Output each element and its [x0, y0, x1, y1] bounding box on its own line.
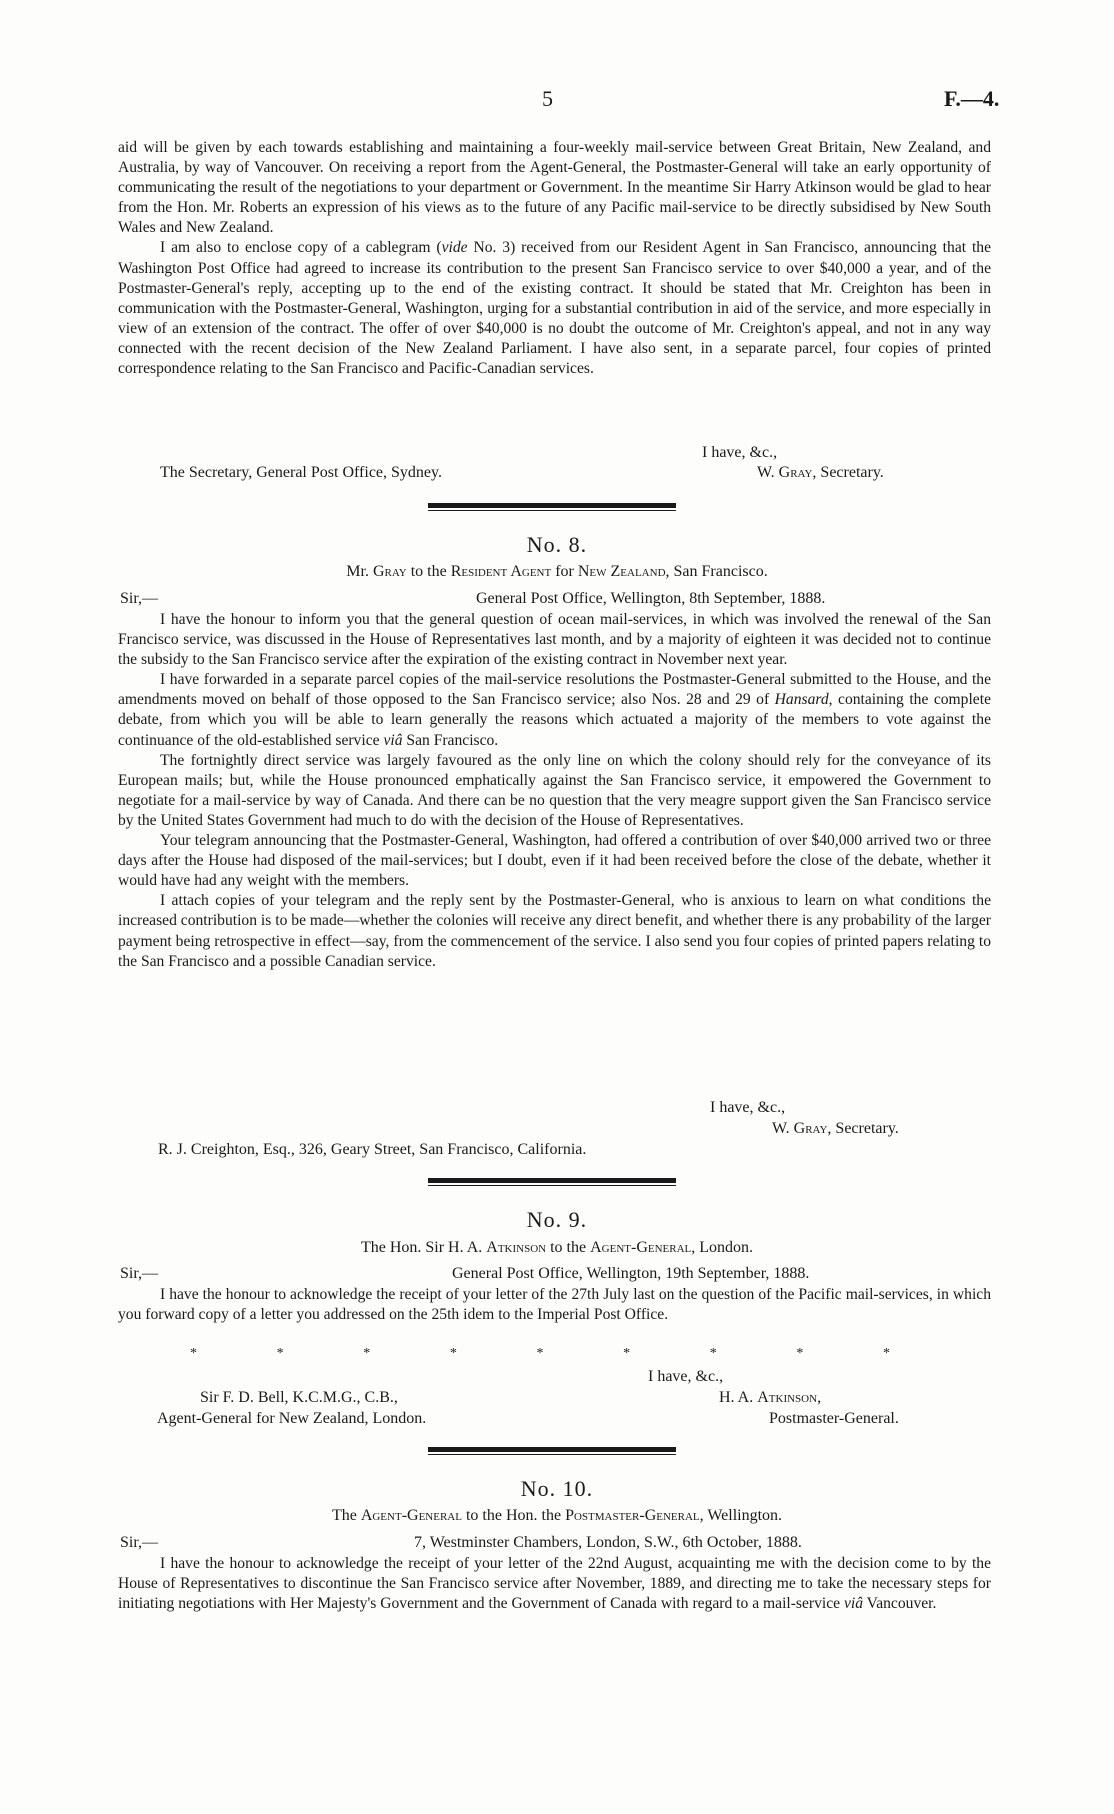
italic-run: vide — [441, 239, 468, 257]
text-run: H. A. — [719, 1389, 758, 1406]
text-run: , London. — [691, 1239, 754, 1256]
star: * — [190, 1346, 197, 1361]
text-run: , — [817, 1389, 822, 1406]
text-run: for — [551, 563, 578, 580]
star: * — [363, 1346, 371, 1361]
star: * — [883, 1346, 890, 1361]
text-run: , Secretary. — [812, 464, 884, 481]
text-run: The Hon. Sir H. A. — [360, 1239, 487, 1256]
letter-8-body — [118, 610, 991, 972]
text-run: to the — [406, 563, 451, 580]
letter-9-addressee-line-2: Agent-General for New Zealand, London. — [157, 1410, 427, 1427]
star: * — [449, 1346, 457, 1361]
letter-9-dateline: General Post Office, Wellington, 19th September, 1888. — [452, 1265, 810, 1282]
intro-closing: I have, &c., — [702, 444, 778, 461]
star: * — [623, 1346, 631, 1361]
letter-9-salutation: Sir,— — [120, 1265, 159, 1282]
text-run: The — [331, 1507, 361, 1524]
text-run: No. 3) received from our Resident Agent in San Francisco, announcing that the Washington Post Office had agreed to increase its contribution to the present San Francisco service to over $40,000 a year, and of the Postmaster-General's reply, accepting up to the end of the existing contract. It should be stated that Mr. Creighton has been in communication with the Postmaster-General, Washington, urging for a substantial contribution in aid of the service, and more especially in view of an extension of the contract. The offer of over $40,000 is no doubt the outcome of Mr. Creighton's appeal, and not in any way connected with the recent decision of the New Zealand Parliament. I have also sent, in a separate parcel, four copies of printed correspondence relating to the San Francisco and Pacific-Canadian services. — [118, 239, 992, 378]
section-divider — [428, 503, 676, 508]
letter-8-title: No. 8. — [526, 532, 588, 557]
letter-8-paragraph-2 — [118, 670, 991, 750]
italic-run: viâ — [844, 1595, 864, 1613]
page-number: 5 — [542, 86, 553, 111]
text-run: Postmaster-General — [565, 1507, 700, 1524]
letter-8-signature — [772, 1120, 899, 1138]
star: * — [276, 1346, 284, 1361]
text-run: to the Hon. the — [461, 1507, 566, 1524]
letter-8-closing: I have, &c., — [710, 1099, 786, 1116]
text-run: I have forwarded in a separate parcel copies of the mail-service resolutions the Postmaster-General submitted to the House, and the amendments moved on behalf of those opposed to the San Francisco service; also Nos. 28 and 29 of — [118, 671, 991, 709]
letter-10-paragraph-1 — [118, 1554, 991, 1614]
text-run: Resident Agent — [450, 563, 552, 580]
text-run: , containing the complete debate, from which you will be able to learn generally the reasons which actuated a majority of the members to vote against the continuance of the old-established service — [118, 691, 991, 749]
text-run: Agent-General — [360, 1507, 462, 1524]
text-run: , San Francisco. — [665, 563, 768, 580]
letter-9-signature-title: Postmaster-General. — [769, 1410, 899, 1427]
text-run: W. — [772, 1120, 794, 1137]
letter-9-signature — [719, 1389, 821, 1407]
letter-8-addressee: R. J. Creighton, Esq., 326, Geary Street, San Francisco, California. — [158, 1141, 587, 1158]
intro-paragraph-1: aid will be given by each towards establishing and maintaining a four-weekly mail-service between Great Britain, New Zealand, and Australia, by way of Vancouver. On receiving a report from the Agent-General, the Postmaster-General will take an early opportunity of communicating the result of the negotiations to your department or Government. In the meantime Sir Harry Atkinson would be glad to hear from the Hon. Mr. Roberts an expression of his views as to the future of any Pacific mail-service to be directly subsidised by New South Wales and New Zealand. — [118, 139, 991, 237]
letter-8-salutation: Sir,— — [120, 590, 159, 607]
letter-9-body — [118, 1285, 991, 1325]
letter-10-dateline: 7, Westminster Chambers, London, S.W., 6th October, 1888. — [414, 1534, 802, 1551]
text-run: to the — [546, 1239, 591, 1256]
text-run: , Secretary. — [827, 1120, 899, 1137]
text-run: Atkinson — [757, 1389, 818, 1406]
letter-10-title: No. 10. — [520, 1476, 594, 1501]
section-divider — [428, 1447, 676, 1452]
text-run: W. — [757, 464, 779, 481]
text-run: Gray — [778, 464, 813, 481]
letter-8-paragraph-5: I attach copies of your telegram and the reply sent by the Postmaster-General, who is anxious to learn on what conditions the increased contribution is to be made—whether the colonies will receive any direct benefit, and whether there is any probability of the larger payment being retrospective in effect—say, from the commencement of the service. I also send you four copies of printed papers relating to the San Francisco and a possible Canadian service. — [118, 892, 991, 970]
intro-signature — [757, 464, 884, 482]
text-run: Atkinson — [486, 1239, 547, 1256]
text-run: I have the honour to acknowledge the receipt of your letter of the 22nd August, acquainting me with the decision come to by the House of Representatives to discontinue the San Francisco service after November, 1889, and directing me to take the necessary steps for initiating negotiations with Her Majesty's Government and the Government of Canada with regard to a mail-service — [118, 1555, 991, 1613]
star: * — [536, 1346, 544, 1361]
text-run: Agent-General — [590, 1239, 692, 1256]
letter-8-subtitle — [0, 563, 1114, 581]
letter-8-paragraph-4: Your telegram announcing that the Postmaster-General, Washington, had offered a contribution of over $40,000 arrived two or three days after the House had disposed of the mail-services; but I doubt, even if it had been received before the close of the debate, whether it would have had any weight with the members. — [118, 832, 991, 890]
text-run: Vancouver. — [863, 1595, 937, 1613]
document-reference: F.—4. — [944, 86, 1000, 111]
letter-9-addressee-line-1: Sir F. D. Bell, K.C.M.G., C.B., — [200, 1389, 398, 1406]
intro-paragraph-2 — [118, 238, 991, 379]
intro-addressee: The Secretary, General Post Office, Sydney. — [160, 464, 442, 481]
italic-run: viâ — [383, 731, 403, 749]
text-run: Gray — [372, 563, 407, 580]
text-run: Gray — [793, 1120, 828, 1137]
letter-9-closing: I have, &c., — [648, 1368, 724, 1385]
letter-10-salutation: Sir,— — [120, 1534, 159, 1551]
text-run: Mr. — [346, 563, 373, 580]
letter-8-paragraph-3: The fortnightly direct service was largely favoured as the only line on which the colony should rely for the conveyance of its European mails; but, while the House pronounced emphatically against the San Francisco service, it empowered the Government to negotiate for a mail-service by way of Canada. And there can be no question that the very meagre support given the San Francisco service by the United States Government had much to do with the decision of the House of Representatives. — [118, 751, 991, 829]
letter-10-subtitle — [0, 1507, 1114, 1525]
italic-run: Hansard — [774, 691, 829, 709]
letter-9-paragraph-1: I have the honour to acknowledge the receipt of your letter of the 27th July last on the question of the Pacific mail-services, in which you forward copy of a letter you addressed on the 25th idem to the Imperial Post Office. — [118, 1286, 991, 1324]
letter-10-body — [118, 1554, 991, 1614]
text-run: San Francisco. — [402, 731, 499, 749]
section-divider — [428, 1178, 676, 1183]
text-run: , Wellington. — [699, 1507, 783, 1524]
intro-body — [118, 138, 991, 379]
letter-8-dateline: General Post Office, Wellington, 8th September, 1888. — [476, 590, 826, 607]
star: * — [796, 1346, 804, 1361]
letter-9-subtitle — [0, 1239, 1114, 1257]
star: * — [709, 1346, 717, 1361]
omission-stars — [190, 1346, 890, 1362]
letter-9-title: No. 9. — [526, 1207, 588, 1232]
letter-8-paragraph-1: I have the honour to inform you that the general question of ocean mail-services, in which was involved the renewal of the San Francisco service, was discussed in the House of Representatives last month, and by a majority of eighteen it was decided not to continue the subsidy to the San Francisco service after the expiration of the existing contract in November next year. — [118, 611, 991, 669]
text-run: I am also to enclose copy of a cablegram ( — [160, 239, 442, 257]
text-run: New Zealand — [577, 563, 666, 580]
